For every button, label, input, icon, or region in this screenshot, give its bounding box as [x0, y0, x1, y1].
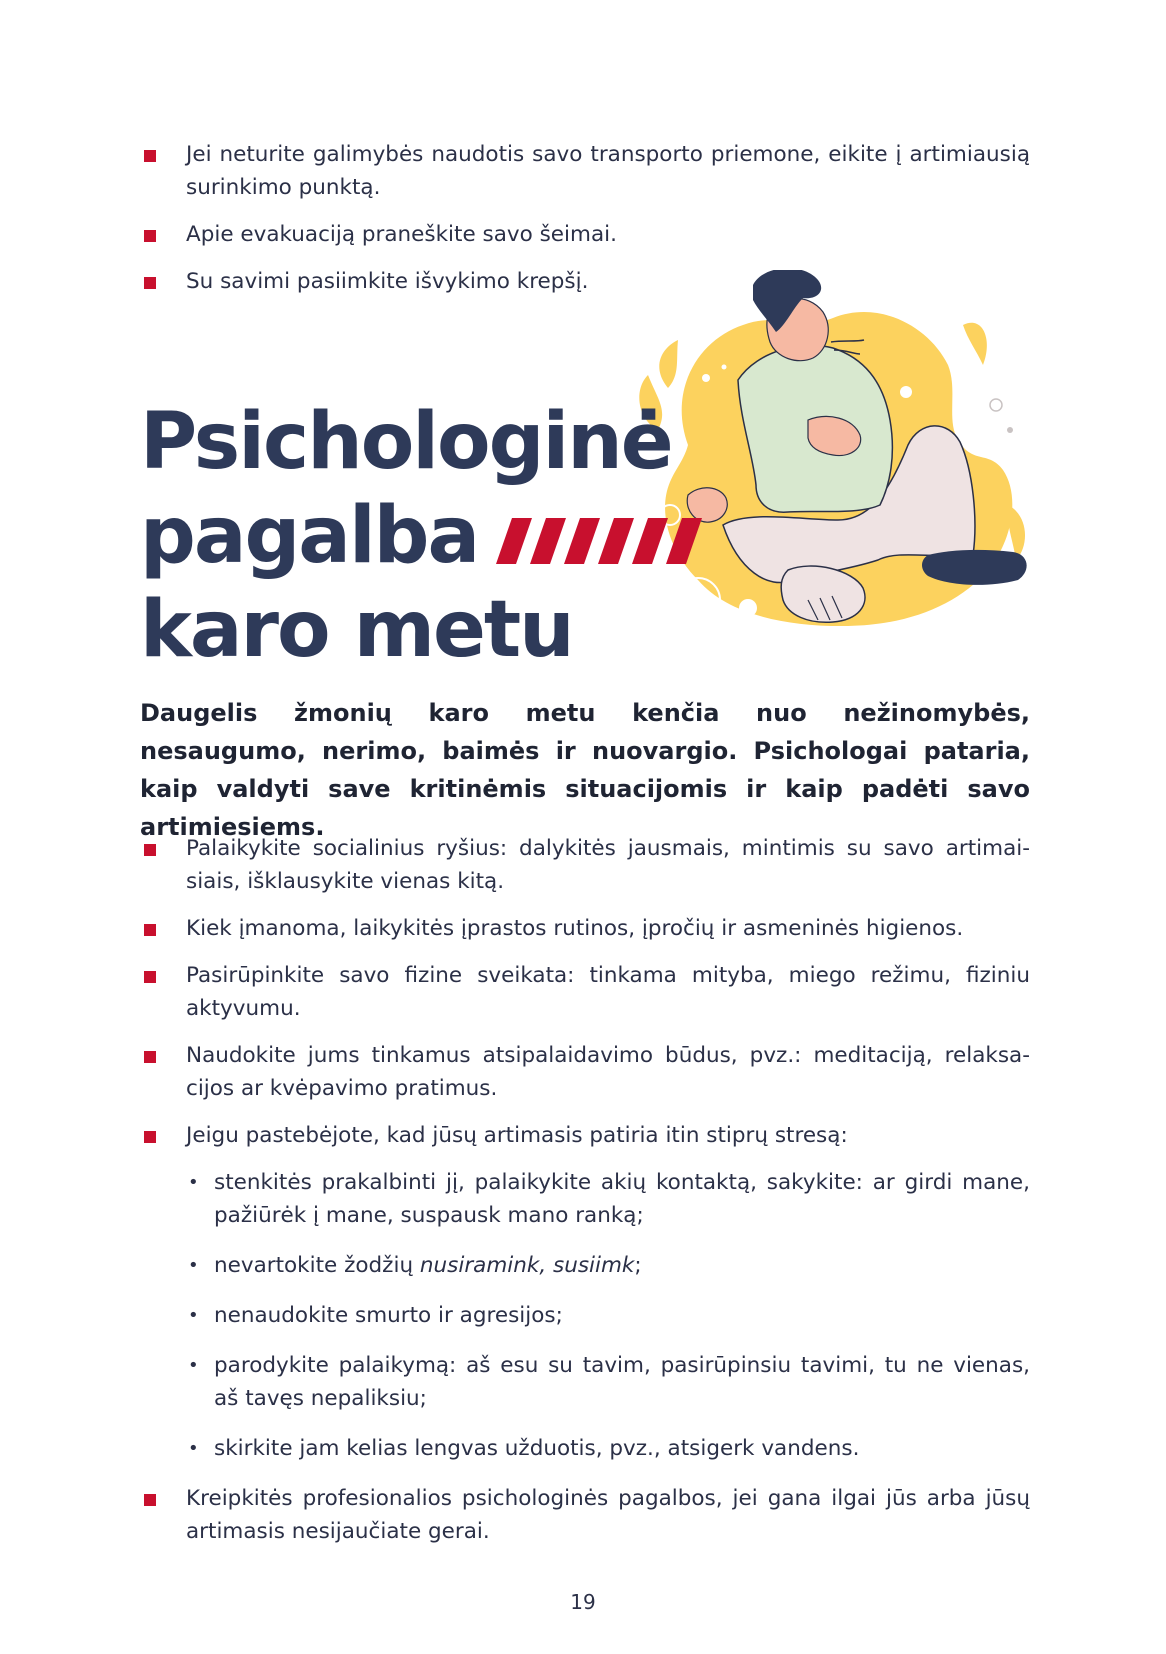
bullet-square [144, 230, 156, 242]
list-item-text: Su savimi pasiimkite išvykimo krepšį. [186, 269, 589, 294]
page-number: 19 [570, 1590, 596, 1614]
list-item [140, 832, 1030, 898]
list-item [140, 138, 1030, 204]
bullet-square [144, 1051, 156, 1063]
bullet-dot: • [188, 1355, 199, 1376]
bullet-dot: • [188, 1438, 199, 1459]
sub-list-item-text: stenkitės prakalbinti jį, palaikykite akių kontaktą, sakykite: ar girdi mane, pažiūrėk į mane, suspausk mano ranką; [214, 1170, 1030, 1228]
bullet-dot: • [188, 1255, 199, 1276]
shoe-right [922, 550, 1027, 585]
sub-list-item [186, 1249, 1030, 1282]
list-item-text: Palaikykite socialinius ryšius: dalykitės jausmais, mintimis su savo artimaisiais, išklausykite vienas kitą. [186, 836, 1030, 894]
punctuation: ; [634, 1253, 642, 1278]
bullet-square [144, 844, 156, 856]
list-item [140, 218, 1030, 251]
main-bullet-list [140, 832, 1030, 1562]
bullet-square [144, 971, 156, 983]
list-item-text: Jeigu pastebėjote, kad jūsų artimasis patiria itin stiprų stresą: [186, 1123, 848, 1148]
list-item-text: Kiek įmanoma, laikykitės įprastos rutinos, įpročių ir asmeninės higienos. [186, 916, 964, 941]
bullet-dot: • [188, 1172, 199, 1193]
list-item [140, 1482, 1030, 1548]
sub-list-item-text: nevartokite žodžių [214, 1253, 420, 1278]
bullet-square [144, 924, 156, 936]
emphasized-words: nusiramink, susiimk [419, 1253, 635, 1278]
title-line-3: karo metu [140, 585, 573, 675]
bullet-square [144, 277, 156, 289]
list-item-text: Jei neturite galimybės naudotis savo transporto priemone, eikite į artimiausią surinkimo punktą. [186, 142, 1030, 200]
list-item-text: Pasirūpinkite savo fizine sveikata: tinkama mityba, miego režimu, fiziniu aktyvumu. [186, 963, 1030, 1021]
list-item-text: Naudokite jums tinkamus atsipalaidavimo būdus, pvz.: meditaciją, relaksacijos ar kvėpavimo pratimus. [186, 1043, 1030, 1101]
list-item [140, 1039, 1030, 1105]
page-title [140, 395, 706, 677]
title-line-2: pagalba [140, 491, 479, 581]
lead-paragraph: Daugelis žmonių karo metu kenčia nuo nežinomybės, nesaugumo, nerimo, baimės ir nuovargio. Psichologai pataria, kaip valdyti save kritinėmis situacijomis ir kaip padėti savo artimiesiems. [140, 699, 1030, 841]
bullet-square [144, 1131, 156, 1143]
title-line-1: Psichologinė [140, 397, 672, 487]
list-item [140, 912, 1030, 945]
bullet-square [144, 150, 156, 162]
sub-bullet-list [186, 1166, 1030, 1465]
sub-list-item [186, 1299, 1030, 1332]
sub-list-item-text: parodykite palaikymą: aš esu su tavim, pasirūpinsiu tavimi, tu ne vienas, aš tavęs nepaliksiu; [214, 1353, 1030, 1411]
list-item [140, 959, 1030, 1025]
sub-list-item-text: nenaudokite smurto ir agresijos; [214, 1303, 563, 1328]
sub-list-item-text: skirkite jam kelias lengvas užduotis, pvz., atsigerk vandens. [214, 1436, 860, 1461]
bullet-square [144, 1494, 156, 1506]
list-item-text: Kreipkitės profesionalios psichologinės pagalbos, jei gana ilgai jūs arba jūsų artimasis nesijaučiate gerai. [186, 1486, 1030, 1544]
sub-list-item [186, 1349, 1030, 1415]
red-stripes-decoration [496, 518, 706, 564]
sub-list-item [186, 1432, 1030, 1465]
list-item [140, 1119, 1030, 1465]
sub-list-item [186, 1166, 1030, 1232]
bullet-dot: • [188, 1305, 199, 1326]
list-item-text: Apie evakuaciją praneškite savo šeimai. [186, 222, 617, 247]
